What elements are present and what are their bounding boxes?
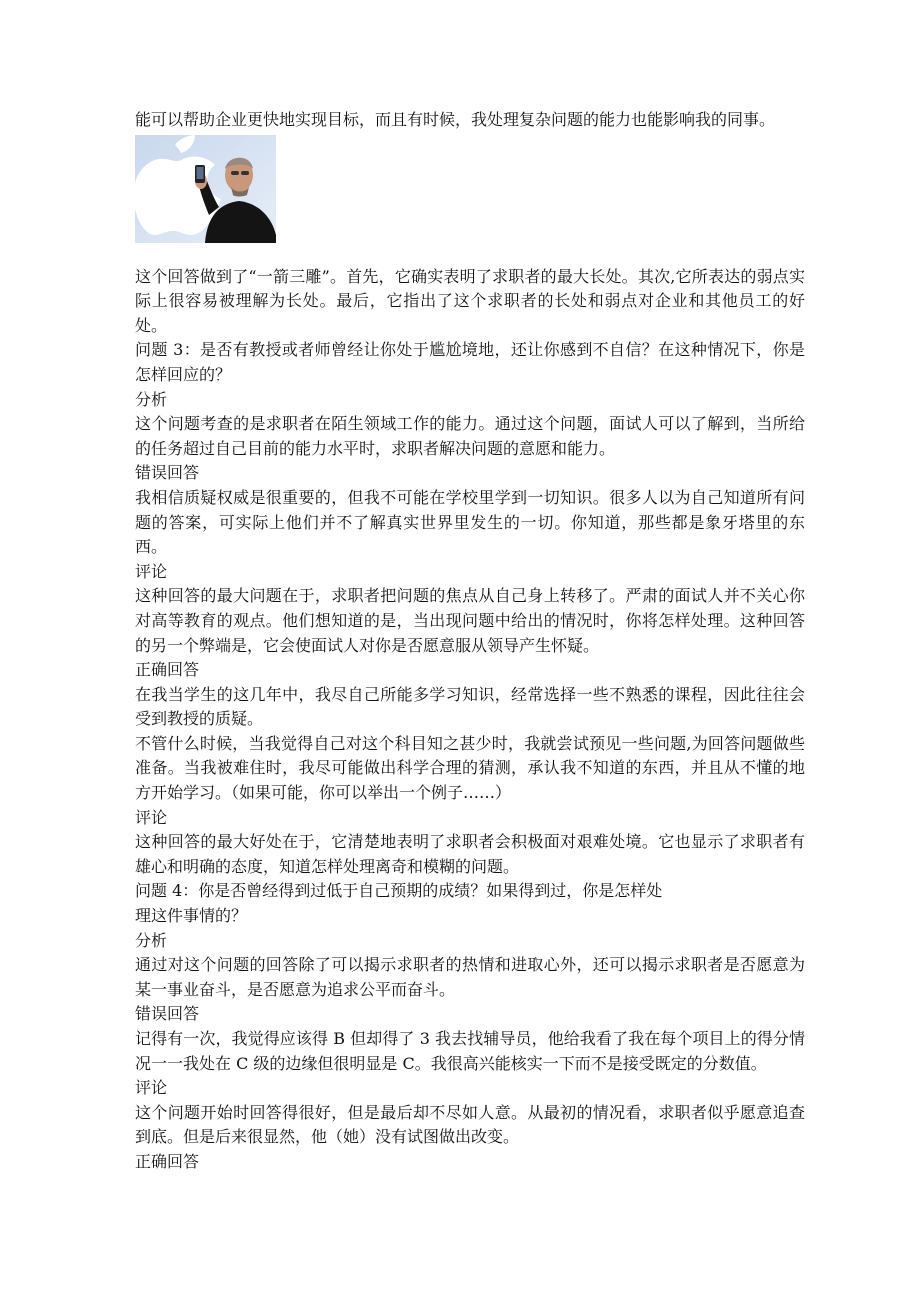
heading-comment-4: 评论 [135, 1078, 168, 1098]
heading-wrong-answer-1: 错误回答 [135, 463, 200, 483]
paragraph-correct-answer-1b: 不管什么时候，当我觉得自己对这个科目知之甚少时，我就尝试预见一些问题,为回答问题做些准备。当我被难住时，我尽可能做出科学合理的猜测，承认我不知道的东西，并且从不懂的地方开始学习。（如果可能，你可以举出一个例子……） [135, 733, 805, 803]
paragraph-analysis-1: 这个问题考查的是求职者在陌生领域工作的能力。通过这个问题，面试人可以了解到，当所给的任务超过自己目前的能力水平时，求职者解决问题的意愿和能力。 [135, 414, 805, 458]
document-body [135, 108, 805, 1175]
paragraph-comment-2: 这种回答的最大问题在于，求职者把问题的焦点从自己身上转移了。严肃的面试人并不关心你对高等教育的观点。他们想知道的是，当出现问题中给出的情况时，你将怎样处理。这种回答的另一个弊端是，它会使面试人对你是否愿意服从领导产生怀疑。 [135, 586, 805, 655]
paragraph-analysis-2: 通过对这个问题的回答除了可以揭示求职者的热情和进取心外，还可以揭示求职者是否愿意为某一事业奋斗，是否愿意为追求公平而奋斗。 [135, 955, 805, 999]
question-3: 问题 3：是否有教授或者师曾经让你处于尴尬境地，还让你感到不自信？在这种情况下，你是怎样回应的？ [135, 340, 805, 384]
question-4-line-2: 理这件事情的？ [135, 906, 248, 926]
heading-comment-3: 评论 [135, 807, 168, 827]
paragraph-wrong-answer-2: 记得有一次，我觉得应该得 B 但却得了 3 我去找辅导员，他给我看了我在每个项目上的得分情况一一我处在 C 级的边缘但很明显是 C。我很高兴能核实一下而不是接受既定的分数值。 [135, 1029, 805, 1073]
heading-comment-2: 评论 [135, 561, 168, 581]
paragraph-comment-1: 这个回答做到了“一箭三雕”。首先，它确实表明了求职者的最大长处。其次,它所表达的弱点实际上很容易被理解为长处。最后，它指出了这个求职者的长处和弱点对企业和其他员工的好处。 [135, 266, 805, 335]
paragraph-wrong-answer-1: 我相信质疑权威是很重要的，但我不可能在学校里学到一切知识。很多人以为自己知道所有问题的答案，可实际上他们并不了解真实世界里发生的一切。你知道，那些都是象牙塔里的东西。 [135, 487, 805, 557]
question-4-line-1: 问题 4：你是否曾经得到过低于自己预期的成绩？如果得到过，你是怎样处 [135, 881, 663, 901]
paragraph-comment-4: 这个问题开始时回答得很好，但是最后却不尽如人意。从最初的情况看，求职者似乎愿意追查到底。但是后来很显然，他（她）没有试图做出改变。 [135, 1102, 805, 1147]
heading-analysis-2: 分析 [135, 930, 168, 950]
heading-wrong-answer-2: 错误回答 [135, 1004, 200, 1024]
heading-correct-answer-1: 正确回答 [135, 660, 200, 680]
heading-correct-answer-2: 正确回答 [135, 1151, 200, 1171]
heading-analysis-1: 分析 [135, 389, 168, 409]
paragraph-intro: 能可以帮助企业更快地实现目标，而且有时候，我处理复杂问题的能力也能影响我的同事。 [135, 110, 776, 129]
apple-logo-presenter-photo [135, 135, 276, 243]
photo-illustration [135, 135, 276, 243]
paragraph-correct-answer-1a: 在我当学生的这几年中，我尽自己所能多学习知识，经常选择一些不熟悉的课程，因此往往会受到教授的质疑。 [135, 684, 805, 729]
paragraph-comment-3: 这种回答的最大好处在于，它清楚地表明了求职者会积极面对艰难处境。它也显示了求职者有雄心和明确的态度，知道怎样处理离奇和模糊的问题。 [135, 832, 805, 876]
